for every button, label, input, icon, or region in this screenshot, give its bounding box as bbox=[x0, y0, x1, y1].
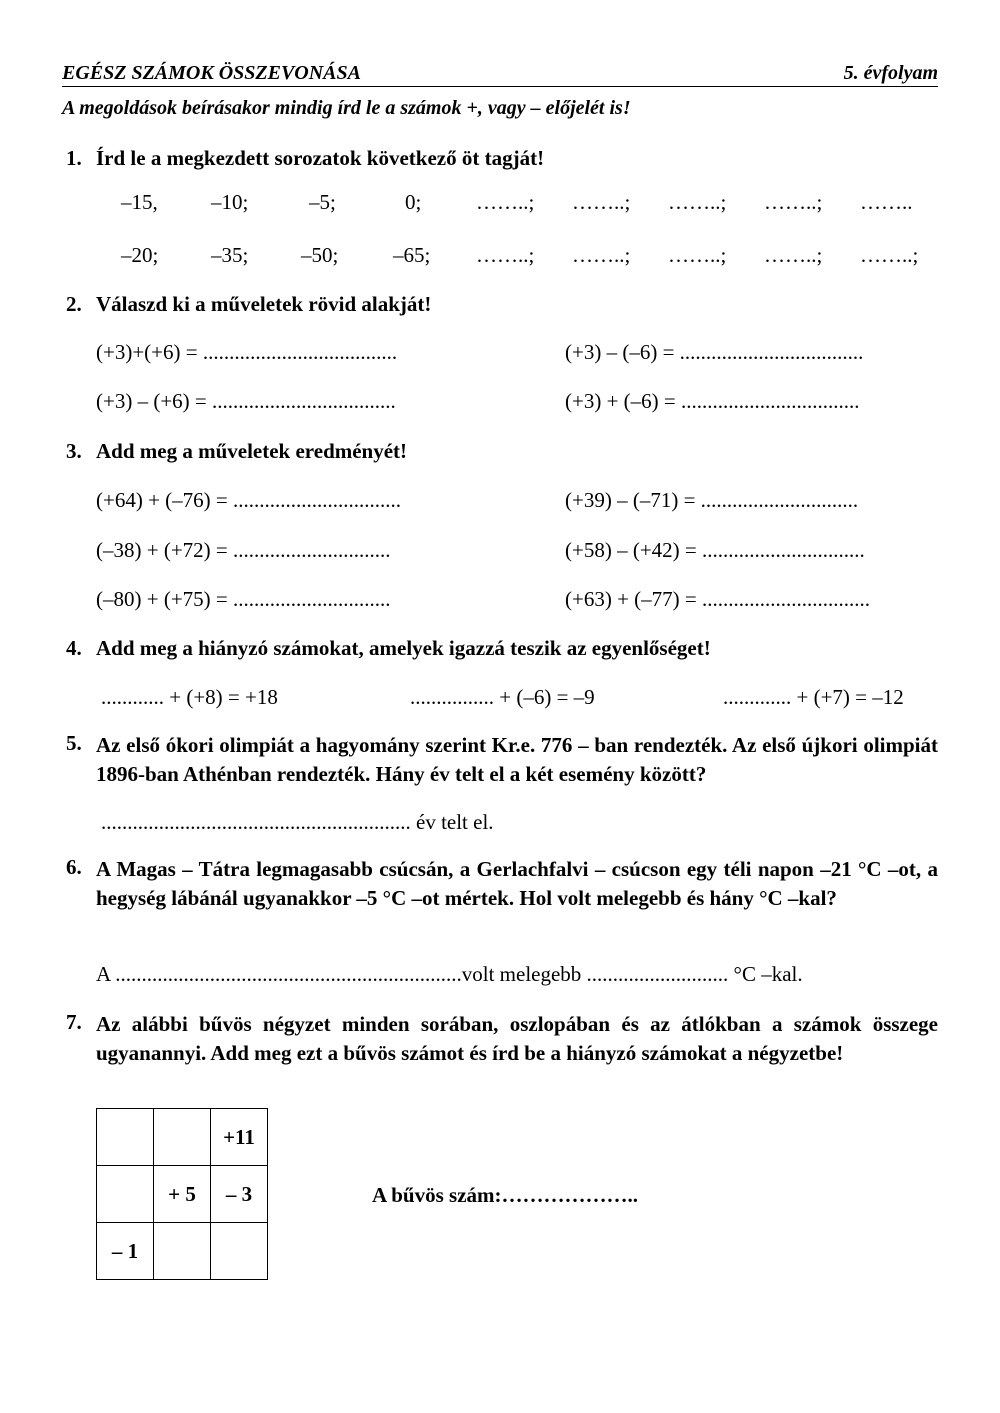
q5-answer[interactable]: ........................................................... év telt el. bbox=[101, 810, 494, 834]
q2-item[interactable]: (+3) – (+6) = ................................... bbox=[96, 389, 396, 413]
seq-blank[interactable]: ……..; bbox=[668, 190, 727, 214]
q4-item[interactable]: ................ + (–6) = –9 bbox=[410, 685, 595, 709]
q1-number: 1. bbox=[66, 146, 82, 170]
q4-text: Add meg a hiányzó számokat, amelyek igazzá teszik az egyenlőséget! bbox=[96, 636, 711, 660]
q3-item[interactable]: (–80) + (+75) = .............................. bbox=[96, 587, 391, 611]
q7-number: 7. bbox=[66, 1010, 82, 1034]
seq-blank[interactable]: ……..; bbox=[476, 190, 535, 214]
magic-cell: – 1 bbox=[97, 1223, 154, 1280]
q1-text: Írd le a megkezdett sorozatok következő öt tagját! bbox=[96, 146, 545, 170]
seq-term: –15, bbox=[121, 190, 158, 214]
magic-number-answer[interactable]: A bűvös szám:……………….. bbox=[372, 1183, 639, 1207]
q4-item[interactable]: ............. + (+7) = –12 bbox=[723, 685, 904, 709]
seq-term: 0; bbox=[405, 190, 422, 214]
seq-term: –5; bbox=[309, 190, 336, 214]
q4-number: 4. bbox=[66, 636, 82, 660]
seq-blank[interactable]: ……..; bbox=[476, 243, 535, 267]
magic-cell[interactable] bbox=[154, 1109, 211, 1166]
magic-cell[interactable] bbox=[154, 1223, 211, 1280]
q7-text: Az alábbi bűvös négyzet minden sorában, oszlopában és az átlókban a számok összege ugyanannyi. Add meg ezt a bűvös számot és írd be a hiányzó számokat a négyzetbe! bbox=[96, 1012, 938, 1065]
magic-cell: + 5 bbox=[154, 1166, 211, 1223]
q3-text: Add meg a műveletek eredményét! bbox=[96, 439, 408, 463]
q6-number: 6. bbox=[66, 855, 82, 879]
seq-blank[interactable]: ……..; bbox=[764, 243, 823, 267]
q3-item[interactable]: (+58) – (+42) = ............................... bbox=[565, 538, 865, 562]
seq-blank[interactable]: …….. bbox=[860, 190, 913, 214]
magic-cell: – 3 bbox=[211, 1166, 268, 1223]
q5-number: 5. bbox=[66, 731, 82, 755]
seq-blank[interactable]: ……..; bbox=[764, 190, 823, 214]
q3-item[interactable]: (–38) + (+72) = .............................. bbox=[96, 538, 391, 562]
q5-text: Az első ókori olimpiát a hagyomány szerint Kr.e. 776 – ban rendezték. Az első újkori olimpiát 1896-ban Athénban rendezték. Hány év telt el a két esemény között? bbox=[96, 733, 938, 786]
magic-square bbox=[96, 1108, 268, 1280]
q2-text: Válaszd ki a műveletek rövid alakját! bbox=[96, 292, 432, 316]
q2-number: 2. bbox=[66, 292, 82, 316]
q3-item[interactable]: (+63) + (–77) = ................................ bbox=[565, 587, 871, 611]
magic-cell[interactable] bbox=[211, 1223, 268, 1280]
q6-answer[interactable]: A ..................................................................volt melegebb ........................... °C –kal. bbox=[96, 962, 803, 986]
magic-cell[interactable] bbox=[97, 1109, 154, 1166]
q4-item[interactable]: ............ + (+8) = +18 bbox=[101, 685, 278, 709]
grade-label: 5. évfolyam bbox=[843, 62, 938, 84]
magic-cell[interactable] bbox=[97, 1166, 154, 1223]
seq-blank[interactable]: ……..; bbox=[572, 243, 631, 267]
seq-term: –35; bbox=[211, 243, 249, 267]
q3-item[interactable]: (+64) + (–76) = ................................ bbox=[96, 488, 402, 512]
q3-item[interactable]: (+39) – (–71) = .............................. bbox=[565, 488, 859, 512]
seq-blank[interactable]: ……..; bbox=[668, 243, 727, 267]
q2-item[interactable]: (+3) – (–6) = ................................... bbox=[565, 340, 864, 364]
header-rule bbox=[62, 86, 938, 87]
seq-blank[interactable]: ……..; bbox=[572, 190, 631, 214]
q2-item[interactable]: (+3) + (–6) = .................................. bbox=[565, 389, 860, 413]
seq-term: –50; bbox=[301, 243, 339, 267]
q2-item[interactable]: (+3)+(+6) = ..................................... bbox=[96, 340, 398, 364]
seq-blank[interactable]: ……..; bbox=[860, 243, 919, 267]
seq-term: –65; bbox=[393, 243, 431, 267]
q3-number: 3. bbox=[66, 439, 82, 463]
seq-term: –20; bbox=[121, 243, 159, 267]
magic-cell: +11 bbox=[211, 1109, 268, 1166]
seq-term: –10; bbox=[211, 190, 249, 214]
q6-text: A Magas – Tátra legmagasabb csúcsán, a Gerlachfalvi – csúcson egy téli napon –21 °C –ot, a hegység lábánál ugyanakkor –5 °C –ot mértek. Hol volt melegebb és hány °C –kal? bbox=[96, 857, 938, 910]
worksheet-title: EGÉSZ SZÁMOK ÖSSZEVONÁSA bbox=[62, 62, 361, 84]
instruction: A megoldások beírásakor mindig írd le a számok +, vagy – előjelét is! bbox=[62, 97, 631, 119]
